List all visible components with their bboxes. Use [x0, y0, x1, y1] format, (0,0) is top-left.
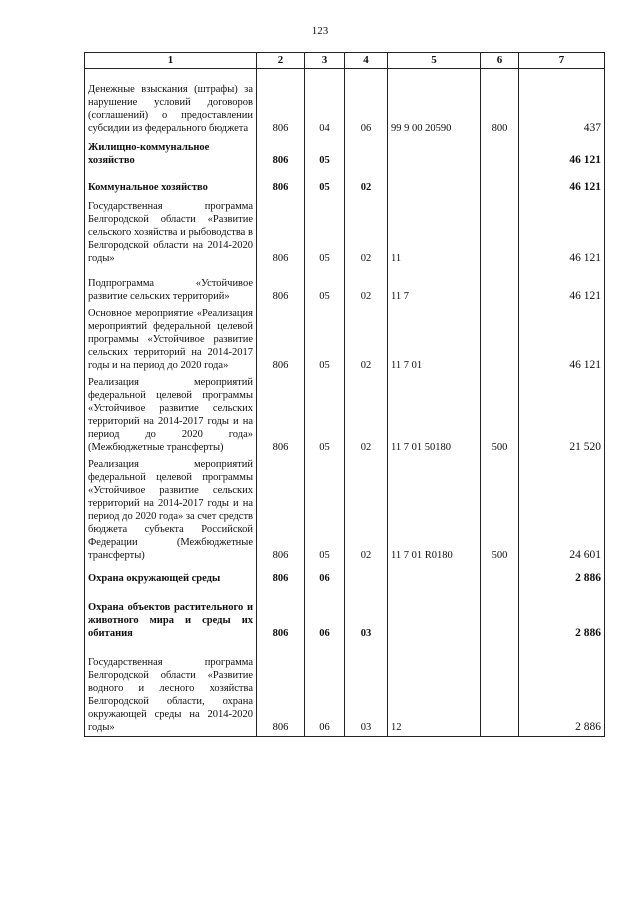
table-header-row	[85, 53, 605, 69]
row-expense-type	[481, 196, 519, 269]
row-subsection-code: 02	[345, 374, 388, 456]
row-name: Государственная программа Белгородской области «Развитие сельского хозяйства и рыбоводства в Белгородской области на 2014-2020 годы»	[85, 196, 257, 269]
row-section-code: 04	[305, 69, 345, 138]
row-name: Реализация мероприятий федеральной целевой программы «Устойчивое развитие сельских территорий на 2014-2017 годы и на период до 2020 года» (Межбюджетные трансферты)	[85, 374, 257, 456]
table-row	[85, 196, 605, 269]
column-header-7: 7	[519, 53, 605, 69]
row-grbs-code: 806	[257, 69, 305, 138]
table-row	[85, 137, 605, 171]
row-section-code: 06	[305, 642, 345, 737]
row-expense-type	[481, 642, 519, 737]
table-row	[85, 564, 605, 587]
table-row	[85, 587, 605, 642]
row-expense-type	[481, 137, 519, 171]
row-target-article: 11 7	[388, 269, 481, 305]
row-subsection-code: 02	[345, 456, 388, 564]
row-grbs-code: 806	[257, 137, 305, 171]
row-section-code: 05	[305, 269, 345, 305]
budget-table	[84, 52, 605, 737]
row-subsection-code	[345, 564, 388, 587]
row-amount: 24 601	[519, 456, 605, 564]
row-target-article	[388, 171, 481, 196]
row-amount: 21 520	[519, 374, 605, 456]
row-subsection-code: 02	[345, 171, 388, 196]
row-name: Основное мероприятие «Реализация мероприятий федеральной целевой программы «Устойчивое развитие сельских территорий на 2014-2017 годы и на период до 2020 года»	[85, 305, 257, 374]
row-name: Жилищно-коммунальное хозяйство	[85, 137, 257, 171]
row-subsection-code: 03	[345, 642, 388, 737]
row-expense-type	[481, 587, 519, 642]
column-header-6: 6	[481, 53, 519, 69]
row-grbs-code: 806	[257, 587, 305, 642]
row-name: Подпрограмма «Устойчивое развитие сельских территорий»	[85, 269, 257, 305]
row-expense-type: 800	[481, 69, 519, 138]
row-name: Охрана окружающей среды	[85, 564, 257, 587]
row-expense-type: 500	[481, 456, 519, 564]
row-grbs-code: 806	[257, 305, 305, 374]
row-amount: 46 121	[519, 305, 605, 374]
row-target-article: 11	[388, 196, 481, 269]
row-amount: 46 121	[519, 171, 605, 196]
row-grbs-code: 806	[257, 564, 305, 587]
row-grbs-code: 806	[257, 171, 305, 196]
row-subsection-code	[345, 137, 388, 171]
row-amount: 2 886	[519, 587, 605, 642]
row-section-code: 05	[305, 456, 345, 564]
row-section-code: 05	[305, 305, 345, 374]
table-body	[85, 69, 605, 737]
row-name: Денежные взыскания (штрафы) за нарушение условий договоров (соглашений) о предоставлении субсидии из федерального бюджета	[85, 69, 257, 138]
row-subsection-code: 03	[345, 587, 388, 642]
row-grbs-code: 806	[257, 269, 305, 305]
table-row	[85, 374, 605, 456]
row-section-code: 06	[305, 564, 345, 587]
row-subsection-code: 02	[345, 305, 388, 374]
row-target-article	[388, 137, 481, 171]
table-row	[85, 642, 605, 737]
row-expense-type	[481, 269, 519, 305]
column-header-5: 5	[388, 53, 481, 69]
row-section-code: 05	[305, 196, 345, 269]
row-subsection-code: 06	[345, 69, 388, 138]
table-row	[85, 305, 605, 374]
row-target-article: 99 9 00 20590	[388, 69, 481, 138]
row-name: Реализация мероприятий федеральной целевой программы «Устойчивое развитие сельских территорий на 2014-2017 годы и на период до 2020 года» за счет средств бюджета субъекта Российской Федерации (Межбюджетные трансферты)	[85, 456, 257, 564]
row-target-article: 11 7 01	[388, 305, 481, 374]
row-amount: 437	[519, 69, 605, 138]
row-expense-type	[481, 305, 519, 374]
row-subsection-code: 02	[345, 196, 388, 269]
table-row	[85, 269, 605, 305]
row-section-code: 06	[305, 587, 345, 642]
row-amount: 46 121	[519, 196, 605, 269]
row-name: Охрана объектов растительного и животного мира и среды их обитания	[85, 587, 257, 642]
row-subsection-code: 02	[345, 269, 388, 305]
row-target-article	[388, 587, 481, 642]
row-amount: 2 886	[519, 642, 605, 737]
row-grbs-code: 806	[257, 456, 305, 564]
table-row	[85, 456, 605, 564]
row-amount: 46 121	[519, 137, 605, 171]
row-target-article	[388, 564, 481, 587]
row-expense-type: 500	[481, 374, 519, 456]
row-expense-type	[481, 171, 519, 196]
column-header-4: 4	[345, 53, 388, 69]
table-row	[85, 171, 605, 196]
row-amount: 2 886	[519, 564, 605, 587]
row-grbs-code: 806	[257, 374, 305, 456]
row-amount: 46 121	[519, 269, 605, 305]
row-grbs-code: 806	[257, 196, 305, 269]
row-expense-type	[481, 564, 519, 587]
row-name: Государственная программа Белгородской области «Развитие водного и лесного хозяйства Белгородской области, охрана окружающей среды на 2014-2020 годы»	[85, 642, 257, 737]
column-header-3: 3	[305, 53, 345, 69]
row-section-code: 05	[305, 171, 345, 196]
row-target-article: 11 7 01 R0180	[388, 456, 481, 564]
page-number: 123	[311, 25, 329, 37]
row-target-article: 11 7 01 50180	[388, 374, 481, 456]
column-header-2: 2	[257, 53, 305, 69]
column-header-1: 1	[85, 53, 257, 69]
table-row	[85, 69, 605, 138]
row-target-article: 12	[388, 642, 481, 737]
row-section-code: 05	[305, 137, 345, 171]
row-name: Коммунальное хозяйство	[85, 171, 257, 196]
row-section-code: 05	[305, 374, 345, 456]
row-grbs-code: 806	[257, 642, 305, 737]
